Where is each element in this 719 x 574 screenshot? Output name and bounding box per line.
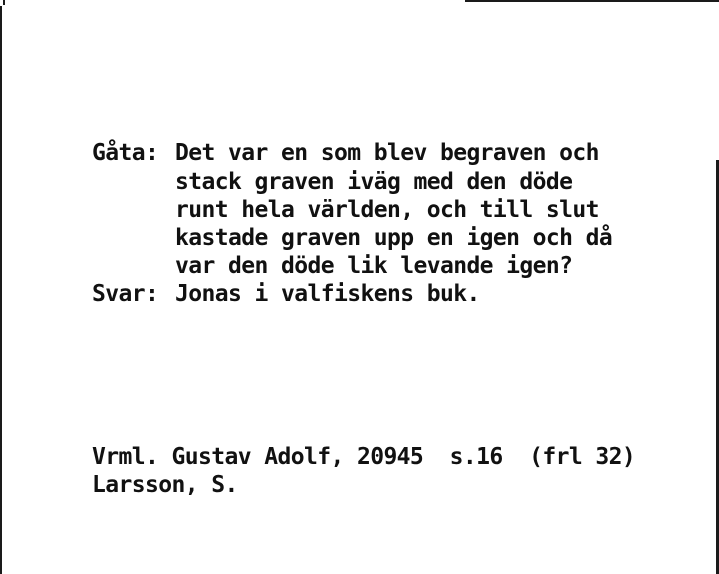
question-line-1: Det var en som blev begraven och xyxy=(175,140,599,166)
question-label: Gåta: xyxy=(92,140,159,166)
question-line-2: stack graven iväg med den döde xyxy=(175,169,573,195)
answer-text: Jonas i valfiskens buk. xyxy=(175,281,480,307)
question-line-4: kastade graven upp en igen och då xyxy=(175,225,613,251)
source-informant: Larsson, S. xyxy=(92,472,238,498)
answer-label: Svar: xyxy=(92,281,159,307)
card-top-edge xyxy=(465,0,719,2)
card-left-edge xyxy=(0,6,2,574)
question-line-5: var den döde lik levande igen? xyxy=(175,253,573,279)
source-reference: Vrml. Gustav Adolf, 20945 s.16 (frl 32) xyxy=(92,444,636,470)
question-line-3: runt hela världen, och till slut xyxy=(175,197,599,223)
card-left-edge-tick xyxy=(3,0,5,5)
